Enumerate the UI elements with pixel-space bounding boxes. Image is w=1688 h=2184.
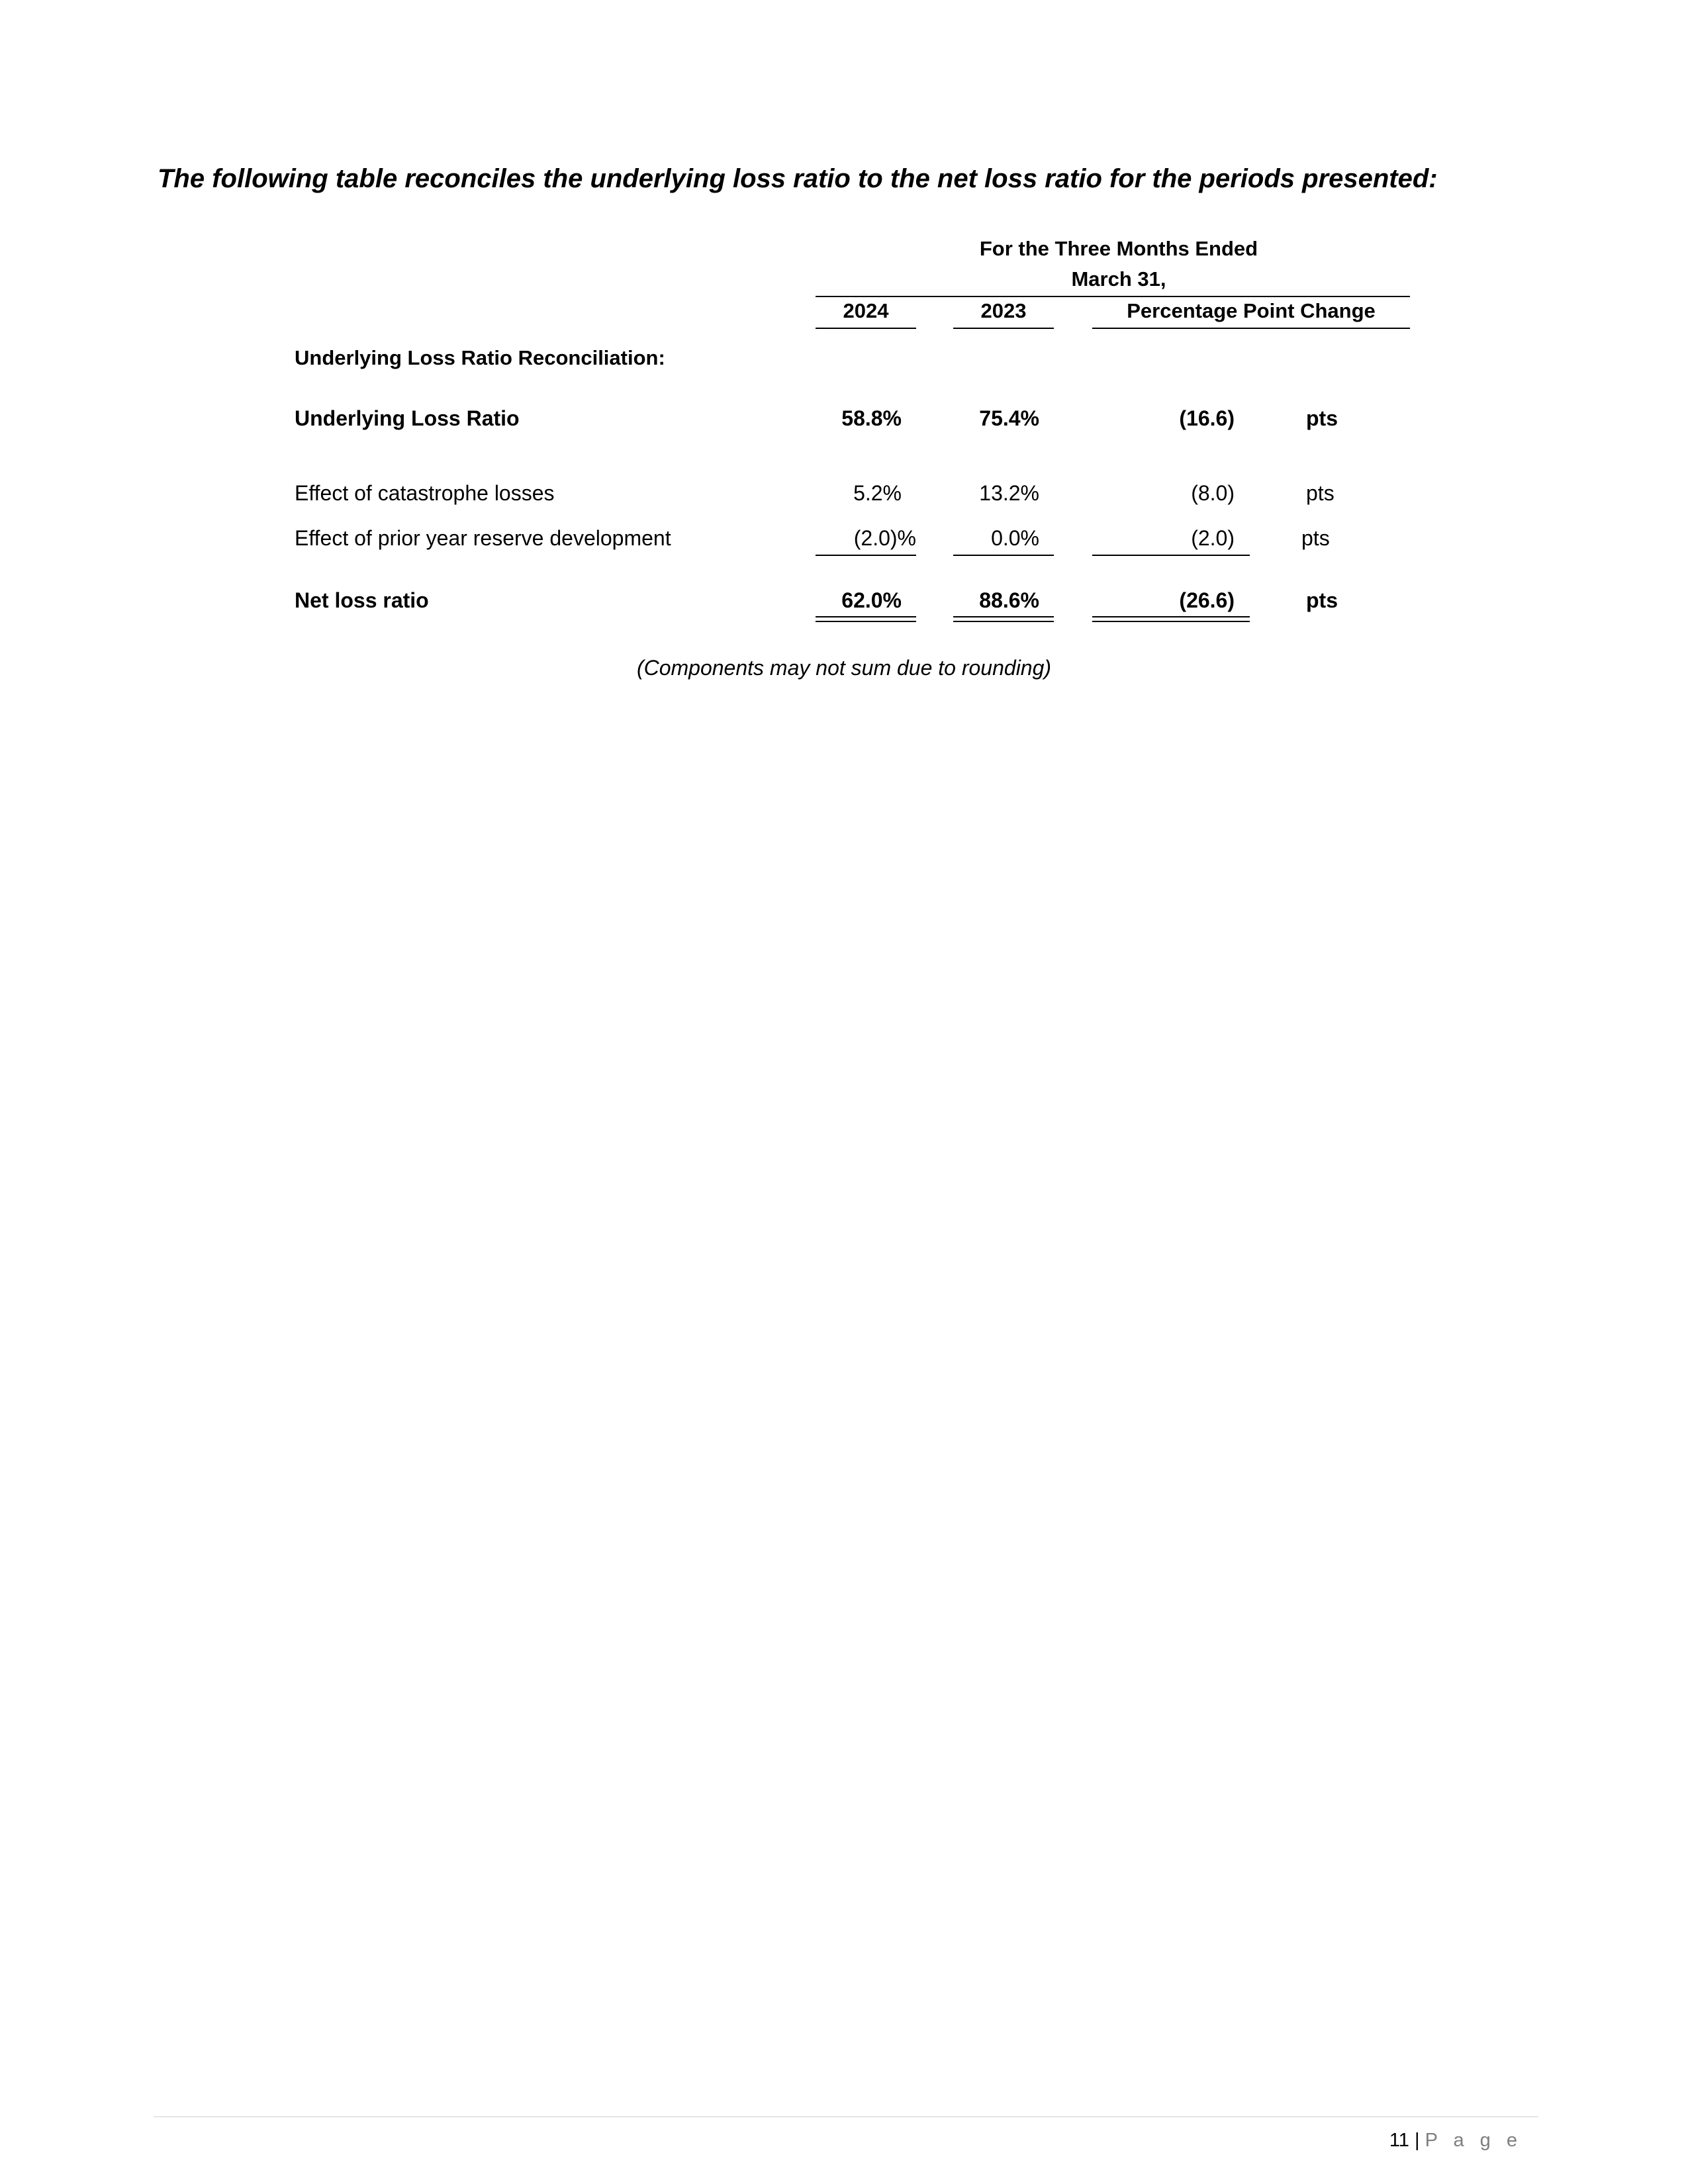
subtotal-rule-2023 — [953, 555, 1054, 556]
cell-2024: (2.0)% — [853, 526, 916, 550]
row-label: Effect of catastrophe losses — [295, 481, 555, 505]
cell-2023: 0.0% — [991, 526, 1039, 550]
column-header-change: Percentage Point Change — [1127, 299, 1376, 322]
page-heading: The following table reconciles the underlying loss ratio to the net loss ratio for the periods presented: — [158, 164, 1438, 193]
column-rule-2024 — [816, 328, 916, 329]
row-label: Underlying Loss Ratio — [295, 406, 520, 430]
cell-change: (2.0) — [1191, 526, 1235, 550]
period-header-line2: March 31, — [1071, 267, 1166, 291]
cell-2024: 58.8% — [841, 406, 902, 430]
cell-change: (26.6) — [1179, 588, 1235, 612]
rounding-note: (Components may not sum due to rounding) — [636, 656, 1052, 680]
cell-change: (16.6) — [1179, 406, 1235, 430]
subtotal-rule-change — [1092, 555, 1250, 556]
cell-2024: 5.2% — [853, 481, 902, 505]
section-label: Underlying Loss Ratio Reconciliation: — [295, 346, 665, 369]
total-double-rule-change — [1092, 616, 1250, 622]
cell-unit: pts — [1301, 526, 1330, 550]
cell-2023: 13.2% — [979, 481, 1039, 505]
subtotal-rule-2024 — [816, 555, 916, 556]
cell-2023: 75.4% — [979, 406, 1039, 430]
cell-2023: 88.6% — [979, 588, 1039, 612]
column-rule-2023 — [953, 328, 1054, 329]
row-label: Net loss ratio — [295, 588, 429, 612]
period-header-line1: For the Three Months Ended — [979, 237, 1258, 260]
total-double-rule-2024 — [816, 616, 916, 622]
cell-unit: pts — [1306, 481, 1335, 505]
period-header-rule — [816, 296, 1410, 297]
cell-change: (8.0) — [1191, 481, 1235, 505]
page-footer — [1389, 2130, 1523, 2152]
page-number: 11 — [1389, 2130, 1409, 2151]
total-double-rule-2023 — [953, 616, 1054, 622]
cell-unit: pts — [1306, 588, 1338, 612]
column-header-2023: 2023 — [980, 299, 1027, 322]
cell-unit: pts — [1306, 406, 1338, 430]
column-rule-change — [1092, 328, 1410, 329]
footer-separator: | — [1415, 2130, 1420, 2151]
footer-rule — [154, 2116, 1538, 2117]
row-label: Effect of prior year reserve development — [295, 526, 671, 550]
page-word: P a g e — [1425, 2130, 1523, 2151]
column-header-2024: 2024 — [843, 299, 889, 322]
cell-2024: 62.0% — [841, 588, 902, 612]
